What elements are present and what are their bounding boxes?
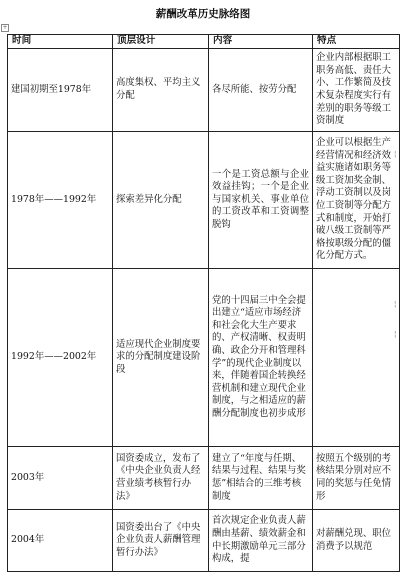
table-header-row bbox=[8, 35, 400, 49]
paragraph-mark-icon: ¦ bbox=[394, 330, 397, 338]
table-row bbox=[8, 269, 400, 447]
cell-feature: 企业内部根据职工职务高低、责任大小、工作繁简及技术复杂程度实行有差别的职务等级工资制度 bbox=[313, 49, 400, 132]
table-row bbox=[8, 447, 400, 510]
cell-design: 高度集权、平均主义分配 bbox=[113, 49, 209, 132]
cell-feature: 企业可以根据生产经营情况和经济效益实施诸如职务等级工资加奖金制、浮动工资制以及岗位工资制等分配方式和制度，开始打破八级工资制等严格按职级分配的僵化分配方式。 bbox=[313, 132, 400, 269]
cell-design: 国资委出台了《中央企业负责人薪酬管理暂行办法》 bbox=[113, 510, 209, 572]
cell-feature bbox=[313, 269, 400, 447]
cell-content: 首次规定企业负责人薪酬由基薪、绩效薪金和中长期激励单元三部分构成，提 bbox=[209, 510, 313, 572]
cell-content: 建立了“年度与任期、结果与过程、结果与奖惩”相结合的三维考核制度 bbox=[209, 447, 313, 510]
cell-feature: 按照五个级别的考核结果分别对应不同的奖惩与任免情形 bbox=[313, 447, 400, 510]
cell-time: 1992年——2002年 bbox=[8, 269, 113, 447]
column-header-feature: 特点 bbox=[313, 35, 400, 49]
table-move-handle-icon[interactable]: + bbox=[2, 24, 8, 31]
cell-content: 各尽所能、按劳分配 bbox=[209, 49, 313, 132]
column-header-design: 顶层设计 bbox=[113, 35, 209, 49]
column-header-content: 内容 bbox=[209, 35, 313, 49]
column-header-time: 时间 bbox=[8, 35, 113, 49]
table-row bbox=[8, 49, 400, 132]
cell-time: 2004年 bbox=[8, 510, 113, 572]
paragraph-mark-icon: ¦ bbox=[394, 300, 397, 308]
cell-design: 探索差异化分配 bbox=[113, 132, 209, 269]
cell-time: 2003年 bbox=[8, 447, 113, 510]
cell-time: 1978年——1992年 bbox=[8, 132, 113, 269]
cell-design: 国资委成立，发布了《中央企业负责人经营业绩考核暂行办法》 bbox=[113, 447, 209, 510]
cell-time: 建国初期至1978年 bbox=[8, 49, 113, 132]
page-title: 薪酬改革历史脉络图 bbox=[155, 8, 251, 20]
table-row bbox=[8, 510, 400, 572]
table-row bbox=[8, 132, 400, 269]
cell-design: 适应现代企业制度要求的分配制度建设阶段 bbox=[113, 269, 209, 447]
history-table bbox=[7, 34, 400, 572]
cell-feature: 对薪酬兑现、职位消费予以规范 bbox=[313, 510, 400, 572]
cell-content: 一个是工资总额与企业效益挂钩；一个是企业与国家机关、事业单位的工资改革和工资调整脱钩 bbox=[209, 132, 313, 269]
paragraph-mark-icon: ¦ bbox=[394, 150, 397, 158]
cell-content: 党的十四届三中全会提出建立“适应市场经济和社会化大生产要求的、产权清晰、权责明确、政企分开和管理科学”的现代企业制度以来，伴随着国企转换经营机制和建立现代企业制度，与之相适应的薪酬分配制度也初步成形 bbox=[209, 269, 313, 447]
